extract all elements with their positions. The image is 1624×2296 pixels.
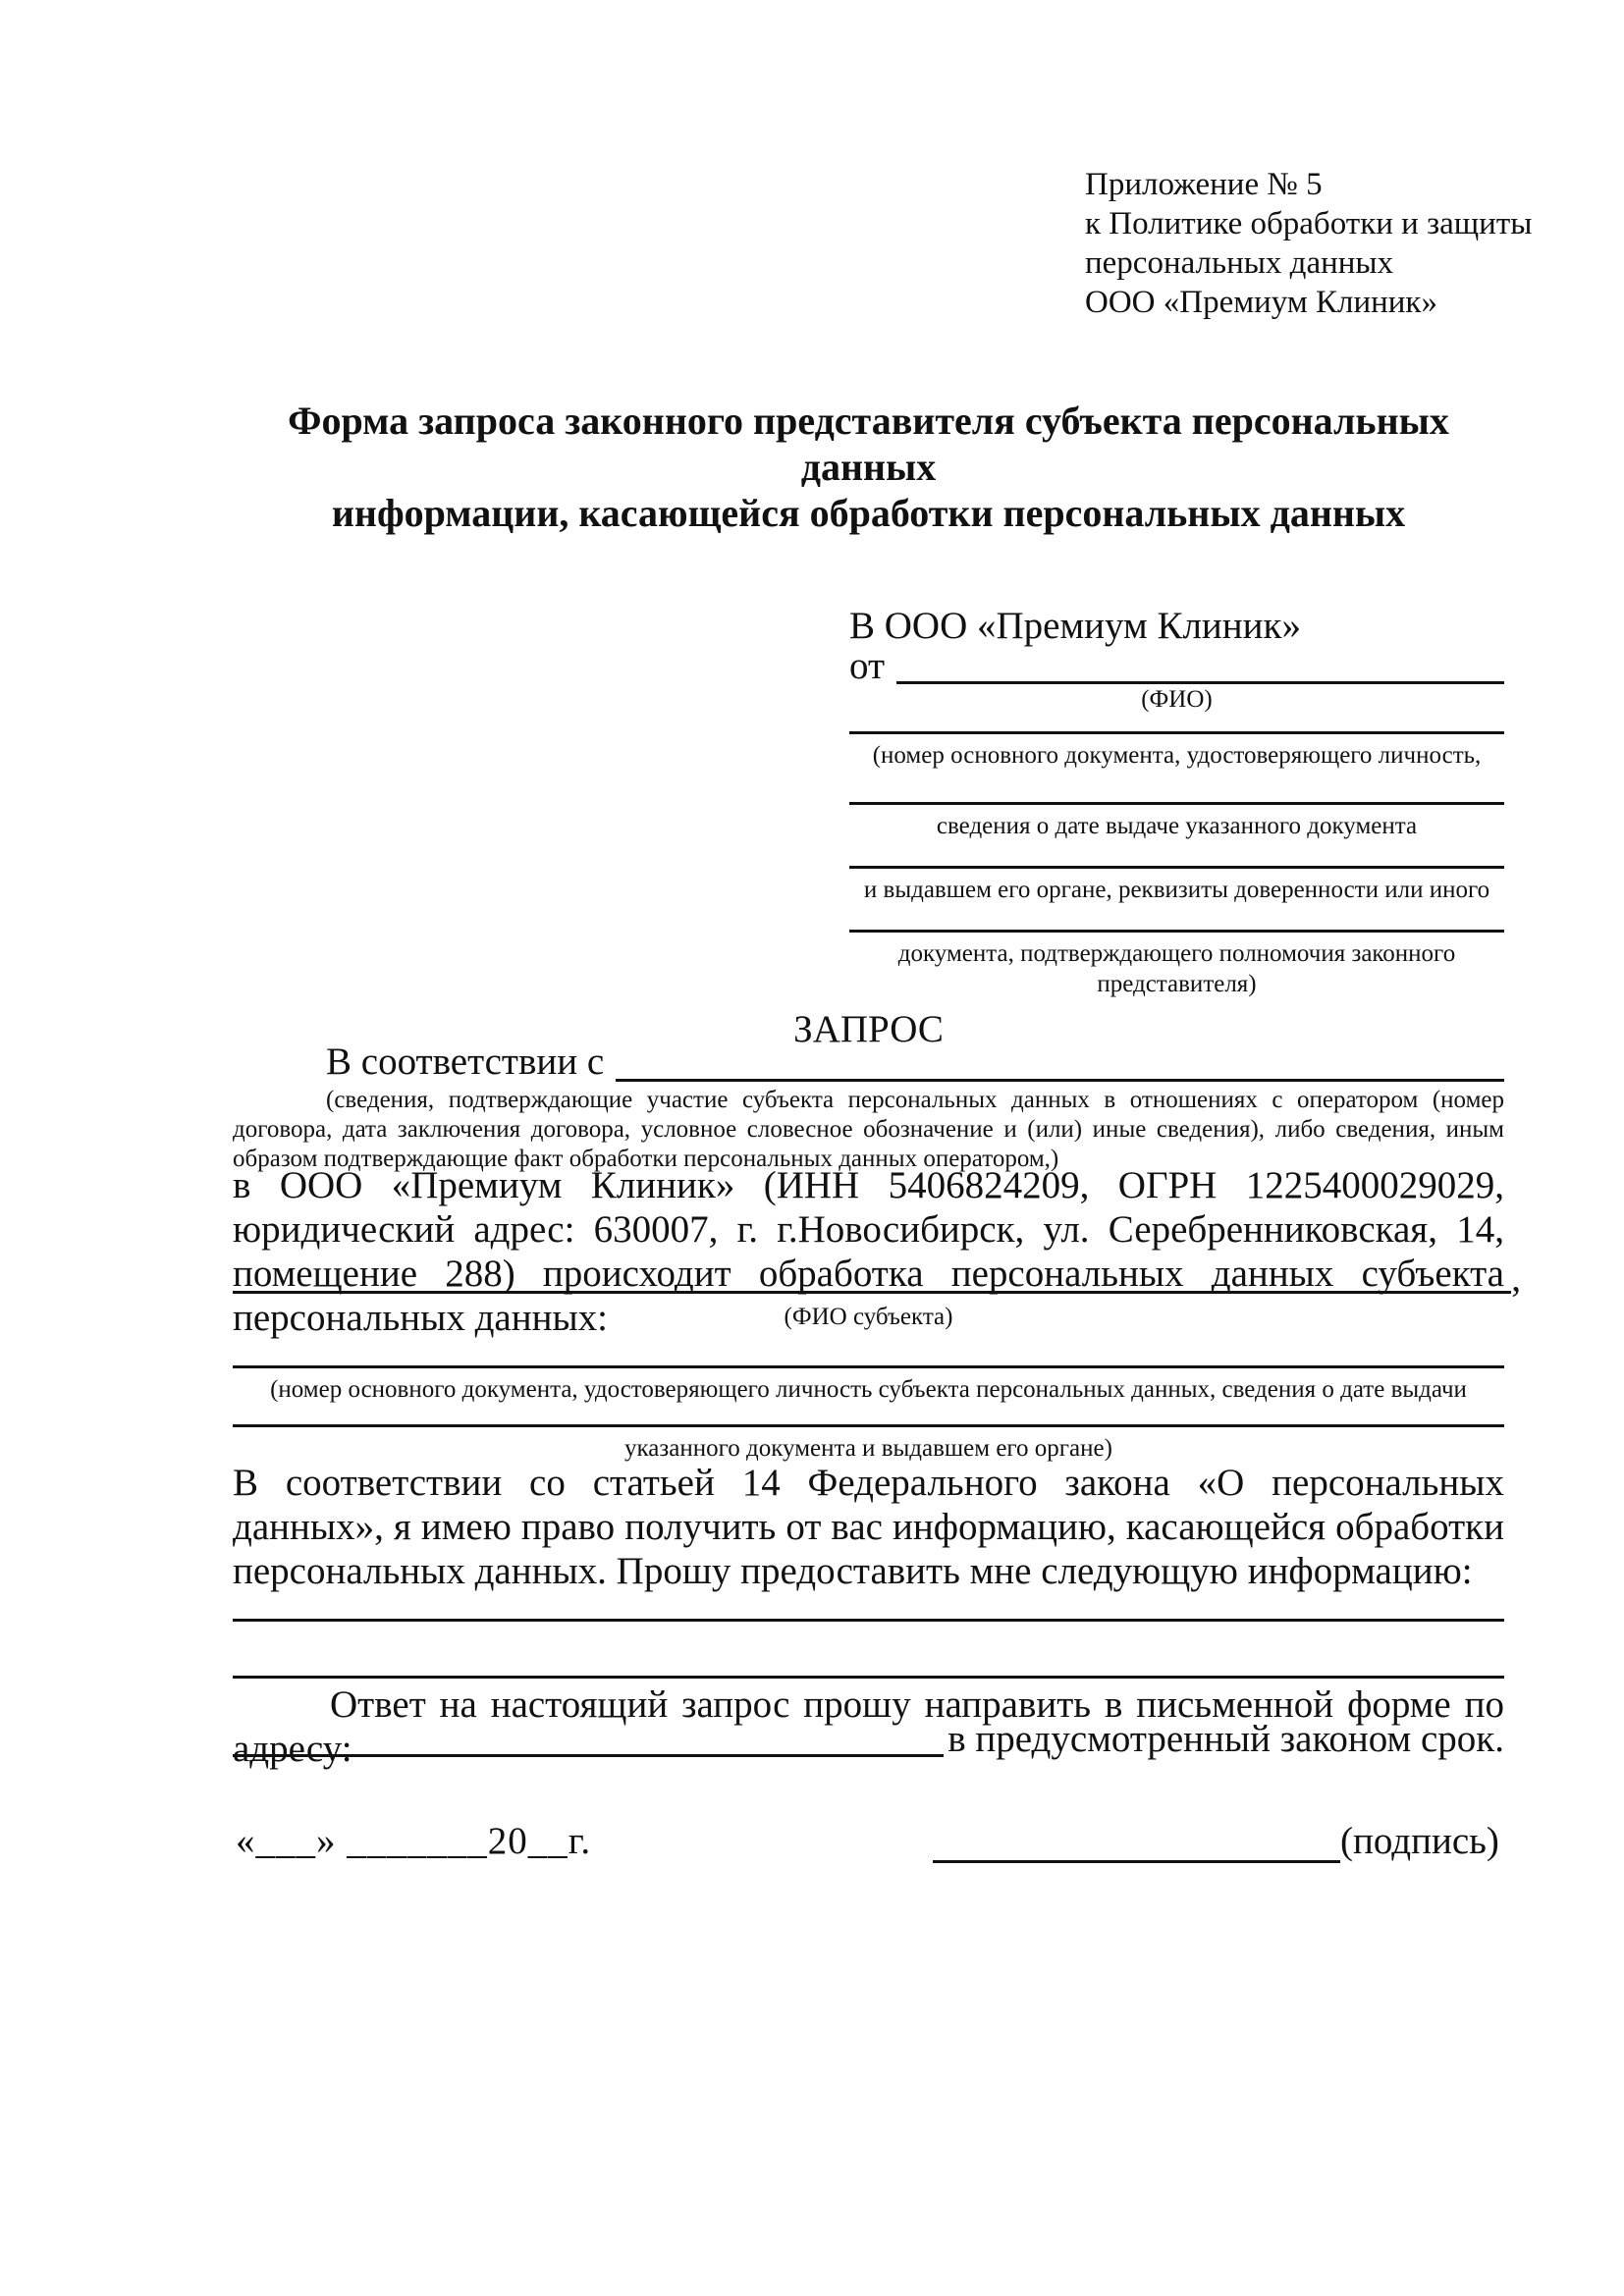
appendix-header	[1085, 165, 1532, 322]
representative-doc-blank-line-4	[849, 930, 1504, 933]
signature-row	[933, 1820, 1499, 1863]
subject-fio-caption: (ФИО субъекта)	[784, 1304, 953, 1330]
subject-doc-caption-2: указанного документа и выдавшем его органе)	[624, 1435, 1112, 1462]
subject-fio-blank-line	[233, 1264, 1511, 1294]
law-paragraph: В соответствии со статьей 14 Федерального закона «О персональных данных», я имею право получить от вас информацию, касающейся обработки персональных данных. Прошу предоставить мне следующую информацию:	[233, 1462, 1504, 1592]
date-line: «___» _______20__г.	[236, 1820, 592, 1862]
subject-fio-comma: ,	[1511, 1257, 1521, 1300]
representative-field-caption-4: документа, подтверждающего полномочия законного представителя)	[897, 940, 1456, 997]
subject-doc-caption-1: (номер основного документа, удостоверяющего личность субъекта персональных данных, сведения о дате выдачи	[270, 1376, 1467, 1403]
appendix-policy-line-2: персональных данных	[1085, 245, 1394, 281]
document-title-line-1: Форма запроса законного представителя субъекта персональных данных	[288, 399, 1449, 489]
representative-field-caption-3: и выдавшем его органе, реквизиты доверенности или иного	[863, 877, 1490, 903]
signature-blank-line	[933, 1820, 1340, 1863]
signature-caption: (подпись)	[1340, 1820, 1499, 1862]
representative-doc-blank-line-1	[849, 731, 1504, 734]
information-blank-line-1	[233, 1619, 1504, 1622]
request-heading: ЗАПРОС	[793, 1008, 944, 1050]
reply-address-row	[233, 1718, 1504, 1760]
document-title-line-2: информации, касающейся обработки персональных данных	[331, 491, 1406, 535]
operator-paragraph: в ООО «Премиум Клиник» (ИНН 5406824209, ОГРН 1225400029029, юридический адрес: 630007, г. г.Новосибирск, ул. Серебренниковская, 14, помещение 288) происходит обработка персональных данных субъекта персональных данных:	[233, 1164, 1504, 1339]
subject-doc-blank-line-2	[233, 1424, 1504, 1427]
reply-deadline-text: в предусмотренный законом срок.	[947, 1718, 1504, 1760]
representative-doc-blank-line-2	[849, 802, 1504, 805]
information-blank-line-2	[233, 1676, 1504, 1679]
addressee-block	[849, 603, 1504, 999]
appendix-organization: ООО «Премиум Клиник»	[1085, 285, 1437, 320]
addressee-organization: В ООО «Премиум Клиник»	[849, 605, 1301, 647]
from-label: от	[849, 645, 886, 687]
appendix-policy-line: к Политике обработки и защиты	[1085, 206, 1533, 241]
reply-address-blank-line	[233, 1722, 944, 1757]
reply-request-line: Ответ на настоящий запрос прошу направить в письменной форме по адресу:	[233, 1683, 1504, 1770]
basis-label: В соответствии с	[326, 1041, 605, 1083]
subject-fio-row	[233, 1257, 1521, 1300]
representative-doc-blank-line-3	[849, 866, 1504, 869]
from-row	[849, 645, 1504, 687]
representative-field-caption-2: сведения о дате выдаче указанного документа	[936, 813, 1418, 839]
document-title	[233, 398, 1504, 536]
representative-field-caption-1: (номер основного документа, удостоверяющего личность,	[872, 742, 1482, 769]
subject-doc-blank-line-1	[233, 1365, 1504, 1368]
fio-caption: (ФИО)	[1141, 686, 1213, 713]
basis-caption: (сведения, подтверждающие участие субъекта персональных данных в отношениях с оператором (номер договора, дата заключения договора, условное словесное обозначение и (или) иные сведения), либо сведения, иным образом подтверждающие факт обработки персональных данных оператором,)	[233, 1087, 1504, 1172]
from-name-blank-line	[896, 649, 1504, 684]
basis-row	[326, 1042, 1504, 1082]
appendix-number: Приложение № 5	[1085, 167, 1323, 202]
basis-blank-line	[616, 1042, 1504, 1082]
